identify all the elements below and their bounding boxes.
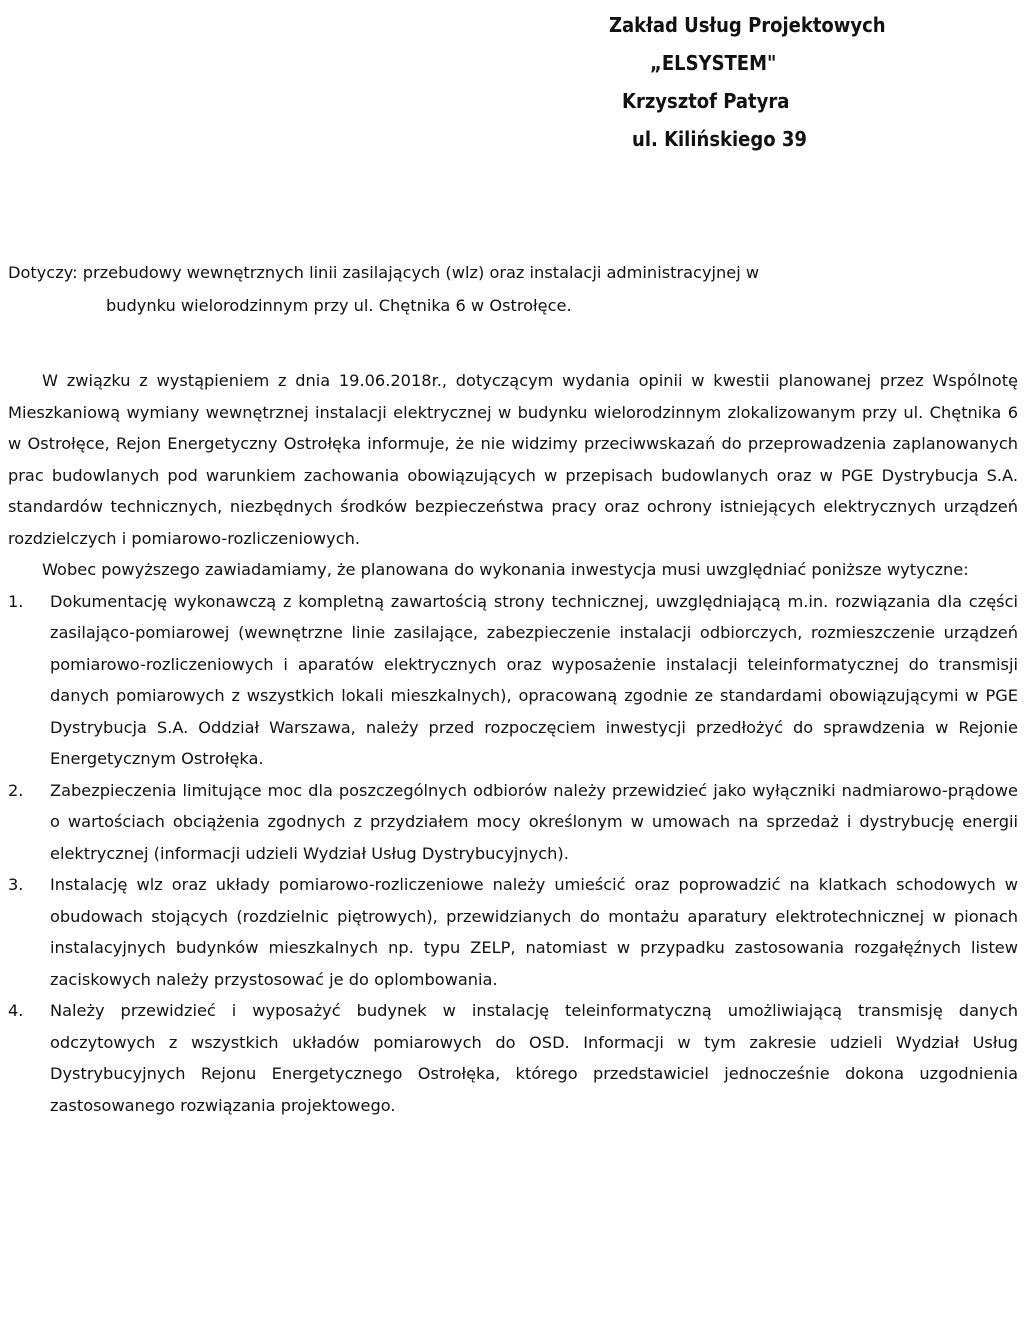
list-item-number: 1. xyxy=(8,591,24,611)
paragraph-guidelines: Wobec powyższego zawiadamiamy, że planowana do wykonania inwestycja musi uwzględniać poniższe wytyczne: xyxy=(42,560,969,579)
subject-line-1 xyxy=(8,256,1018,289)
guidelines-list xyxy=(8,586,1018,1122)
list-item-text: Instalację wlz oraz układy pomiarowo-rozliczeniowe należy umieścić oraz poprowadzić na klatkach schodowych w obudowach stojących (rozdzielnic piętrowych), przewidzianych do montażu aparatury elektrotechnicznej w pionach instalacyjnych budynków mieszkalnych np. typu ZELP, natomiast w przypadku zastosowania rozgałęźnych listew zaciskowych należy przystosować je do oplombowania. xyxy=(50,875,1018,989)
recipient-street-line: ul. Kilińskiego 39 xyxy=(632,127,807,151)
list-item xyxy=(8,775,1018,870)
list-item-number: 2. xyxy=(8,780,24,800)
recipient-person-line: Krzysztof Patyra xyxy=(622,89,790,113)
list-item xyxy=(8,995,1018,1121)
letter-body xyxy=(8,365,1018,1121)
list-item-number: 3. xyxy=(8,875,24,894)
subject-line-2: budynku wielorodzinnym przy ul. Chętnika 6 w Ostrołęce. xyxy=(106,296,572,315)
paragraph-intro: W związku z wystąpieniem z dnia 19.06.2018r., dotyczącym wydania opinii w kwestii planowanej przez Wspólnotę Mieszkaniową wymiany wewnętrznej instalacji elektrycznej w budynku wielorodzinnym zlokalizowanym przy ul. Chętnika 6 w Ostrołęce, Rejon Energetyczny Ostrołęka informuje, że nie widzimy przeciwwskazań do przeprowadzenia zaplanowanych prac budowlanych pod warunkiem zachowania obowiązujących w przepisach budowlanych oraz w PGE Dystrybucja S.A. standardów technicznych, niezbędnych środków bezpieczeństwa pracy oraz ochrony istniejących elektrycznych urządzeń rozdzielczych i pomiarowo-rozliczeniowych. xyxy=(8,371,1018,548)
recipient-address xyxy=(610,6,1010,158)
subject-text-1: przebudowy wewnętrznych linii zasilających (wlz) oraz instalacji administracyjnej w xyxy=(82,263,760,282)
subject-block xyxy=(8,256,1018,322)
list-item xyxy=(8,869,1018,995)
list-item-text: Dokumentację wykonawczą z kompletną zawartością strony technicznej, uwzględniającą m.in. rozwiązania dla części zasilająco-pomiarowej (wewnętrzne linie zasilające, zabezpieczenie instalacji odbiorczych, rozmieszczenie urządzeń pomiarowo-rozliczeniowych i aparatów elektrycznych oraz wyposażenie instalacji teleinformatycznej do transmisji danych pomiarowych z wszystkich lokali mieszkalnych), opracowaną zgodnie ze standardami obowiązującymi w PGE Dystrybucja S.A. Oddział Warszawa, należy przed rozpoczęciem inwestycji przedłożyć do sprawdzenia w Rejonie Energetycznym Ostrołęka. xyxy=(50,591,1018,768)
recipient-company-line: „ELSYSTEM" xyxy=(650,51,777,75)
recipient-name-line: Zakład Usług Projektowych xyxy=(609,13,886,37)
list-item-text: Należy przewidzieć i wyposażyć budynek w instalację teleinformatyczną umożliwiającą transmisję danych odczytowych z wszystkich układów pomiarowych do OSD. Informacji w tym zakresie udzieli Wydział Usług Dystrybucyjnych Rejonu Energetycznego Ostrołęka, którego przedstawiciel jednocześnie dokona uzgodnienia zastosowanego rozwiązania projektowego. xyxy=(50,1001,1018,1115)
list-item xyxy=(8,586,1018,775)
subject-label: Dotyczy: xyxy=(8,263,78,282)
list-item-number: 4. xyxy=(8,1001,24,1020)
list-item-text: Zabezpieczenia limitujące moc dla poszczególnych odbiorów należy przewidzieć jako wyłączniki nadmiarowo-prądowe o wartościach obciążenia zgodnych z przydziałem mocy określonym w umowach na sprzedaż i dystrybucję energii elektrycznej (informacji udzieli Wydział Usług Dystrybucyjnych). xyxy=(50,780,1018,863)
